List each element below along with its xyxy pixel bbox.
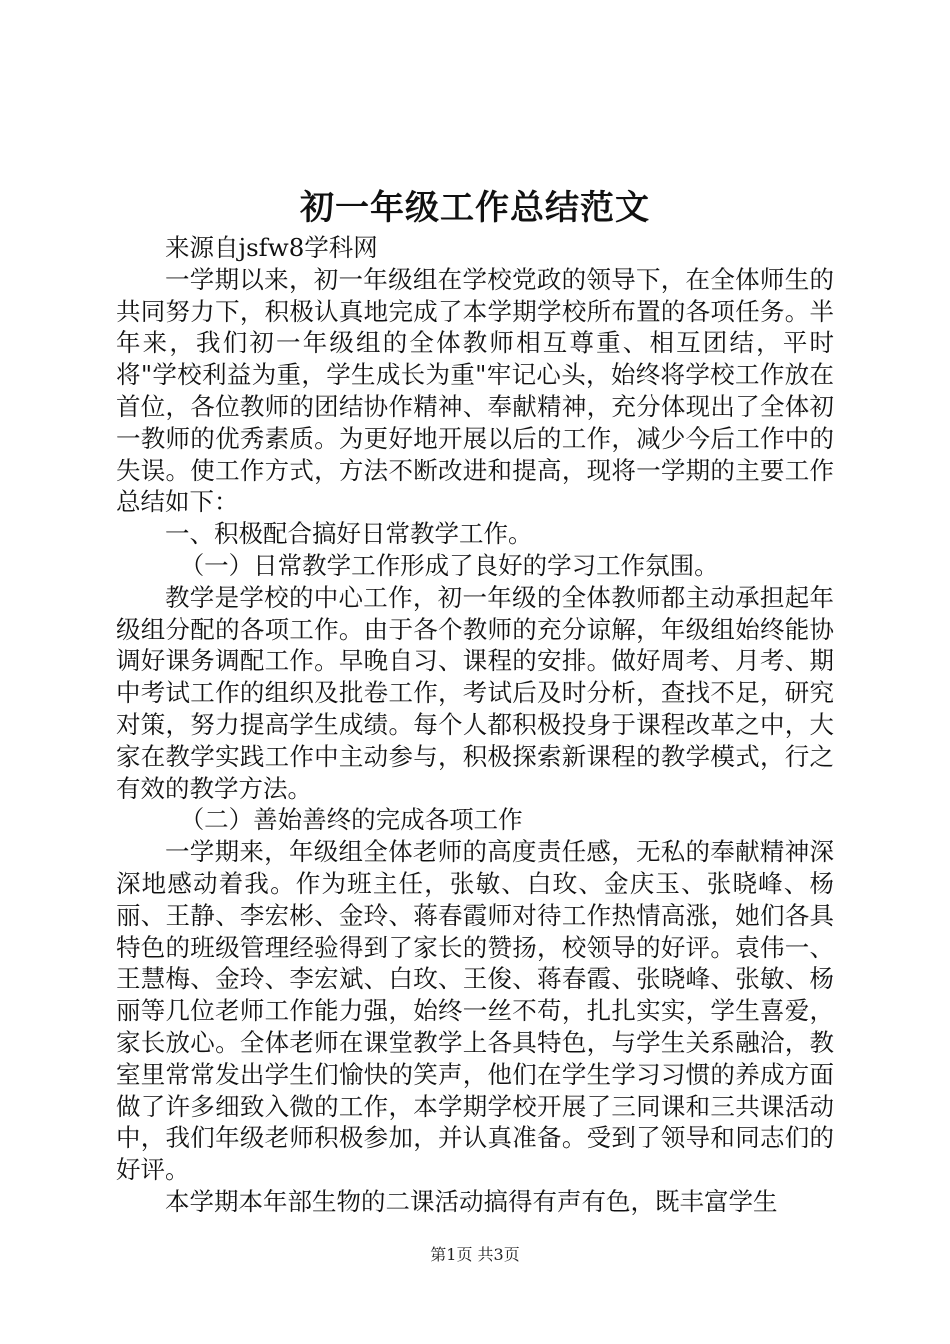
paragraph-activities: 本学期本年部生物的二课活动搞得有声有色，既丰富学生 [165, 1186, 778, 1216]
subsection-heading-2: （二）善始善终的完成各项工作 [179, 805, 523, 835]
source-line: 来源自jsfw8学科网 [165, 233, 378, 262]
page-number-footer: 第1页 共3页 [430, 1245, 520, 1264]
page-title: 初一年级工作总结范文 [300, 188, 650, 228]
paragraph-teachers: 一学期来，年级组全体老师的高度责任感，无私的奉献精神深深地感动着我。作为班主任，张敏、白玫、金庆玉、张晓峰、杨丽、王静、李宏彬、金玲、蒋春霞师对待工作热情高涨，她们各具特色的班级管理经验得到了家长的赞扬，校领导的好评。袁伟一、王慧梅、金玲、李宏斌、白玫、王俊、蒋春霞、张晓峰、张敏、杨丽等几位老师工作能力强，始终一丝不苟，扎扎实实，学生喜爱，家长放心。全体老师在课堂教学上各具特色，与学生关系融洽，教室里常常发出学生们愉快的笑声，他们在学生学习习惯的养成方面做了许多细致入微的工作，本学期学校开展了三同课和三共课活动中，我们年级老师积极参加，并认真准备。受到了领导和同志们的好评。 [116, 837, 834, 1185]
paragraph-intro: 一学期以来，初一年级组在学校党政的领导下，在全体师生的共同努力下，积极认真地完成了本学期学校所布置的各项任务。半年来，我们初一年级组的全体教师相互尊重、相互团结，平时将"学校利益为重，学生成长为重"牢记心头，始终将学校工作放在首位，各位教师的团结协作精神、奉献精神，充分体现出了全体初一教师的优秀素质。为更好地开展以后的工作，减少今后工作中的失误。使工作方式，方法不断改进和提高，现将一学期的主要工作总结如下： [116, 264, 834, 517]
subsection-heading-1: （一）日常教学工作形成了良好的学习工作氛围。 [179, 550, 719, 580]
document-body [116, 232, 834, 1218]
section-heading: 一、积极配合搞好日常教学工作。 [165, 519, 533, 549]
paragraph-teaching: 教学是学校的中心工作，初一年级的全体教师都主动承担起年级组分配的各项工作。由于各个教师的充分谅解，年级组始终能协调好课务调配工作。早晚自习、课程的安排。做好周考、月考、期中考试工作的组织及批卷工作，考试后及时分析，查找不足，研究对策，努力提高学生成绩。每个人都积极投身于课程改革之中，大家在教学实践工作中主动参与，积极探索新课程的教学模式，行之有效的教学方法。 [116, 582, 834, 803]
